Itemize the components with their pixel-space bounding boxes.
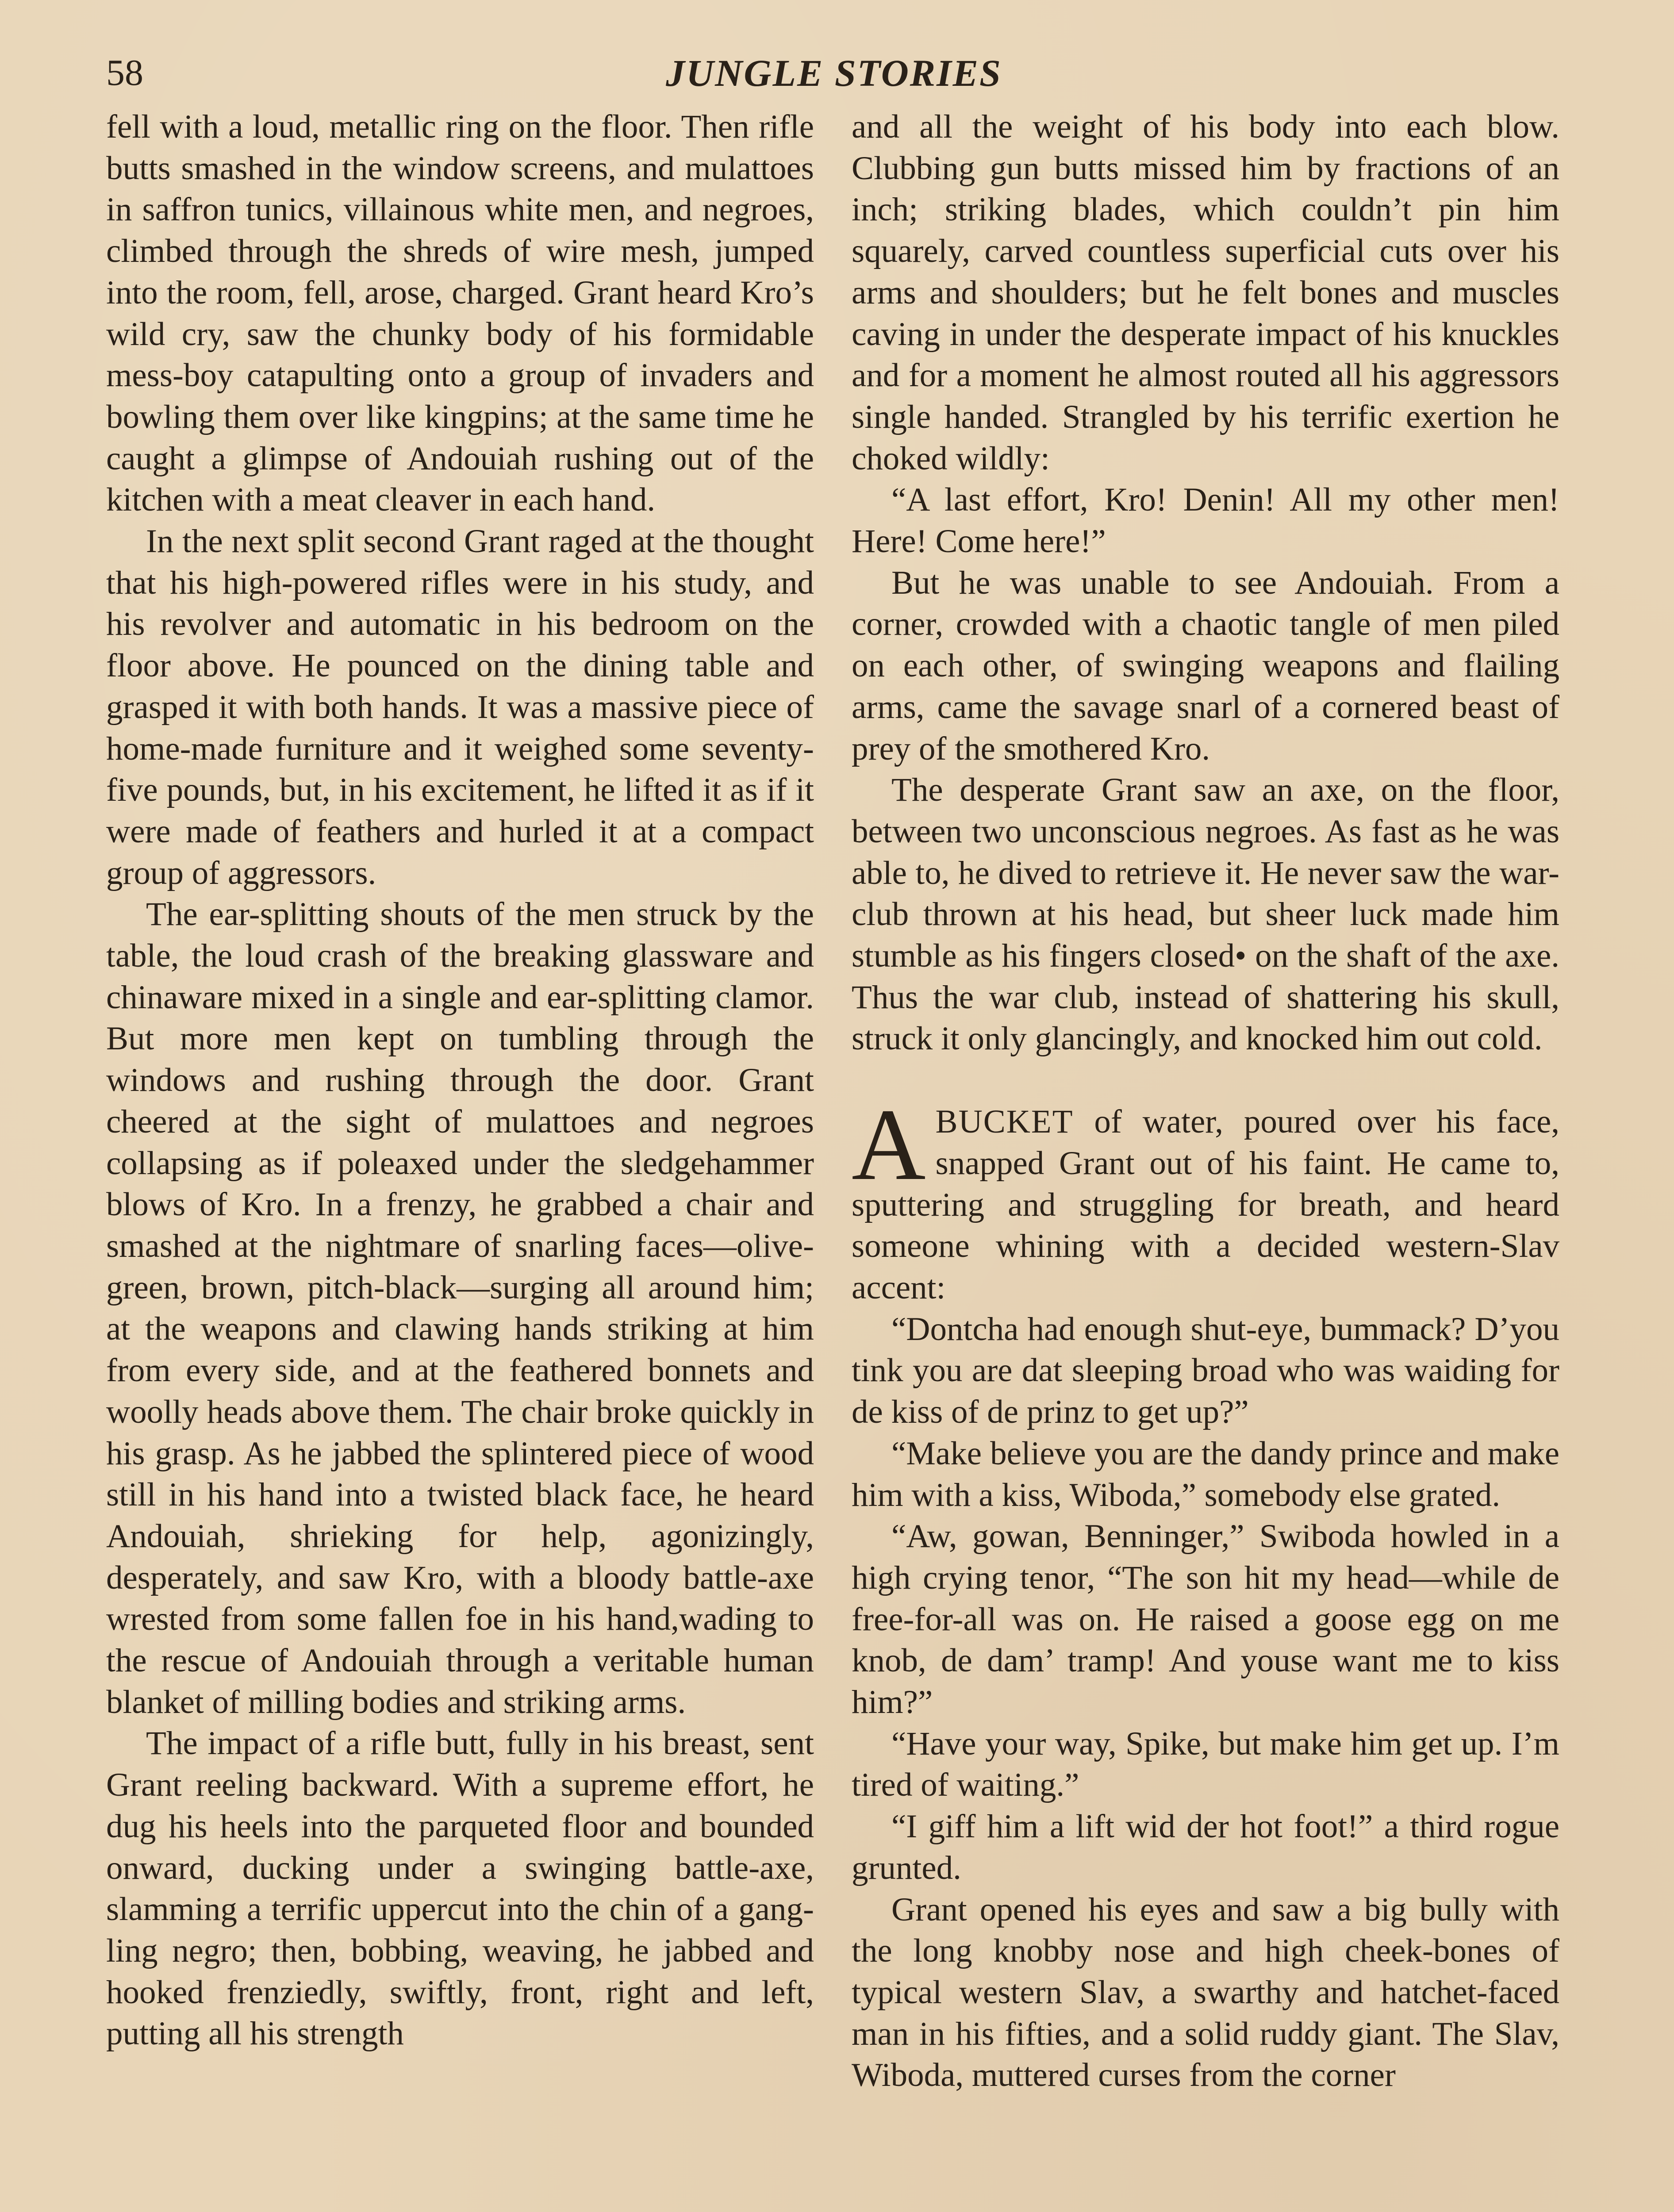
paragraph: “Dontcha had enough shut-eye, bummack? D’you tink you are dat sleeping broad who was waiding for de kiss of de prinz to get up?” [852,1310,1559,1431]
paragraph: The impact of a rifle butt, fully in his breast, sent Grant reeling backward. With a supreme effort, he dug his heels into the parqueted floor and bounded onward, ducking under a swinging battle-axe, slamming a terrific uppercut into the chin of a gangling negro; then, bobbing, weaving, he jabbed and hooked frenziedly, swiftly, front, right and left, putting all his strength [106,1725,814,2052]
dropcap-paragraph [852,1088,1559,1309]
right-column [852,106,1559,2212]
paragraph: and all the weight of his body into each blow. Clubbing gun butts missed him by fractions of an inch; striking blades, which couldn’t pin him squarely, carved countless superficial cuts over his arms and shoulders; but he felt bones and muscles caving in under the desperate impact of his knuckles and for a moment he almost routed all his aggressors single handed. Strangled by his terrific exertion he choked wildly: [852,108,1559,477]
small-caps-lead: BUCKET [935,1103,1074,1141]
paragraph: The desperate Grant saw an axe, on the floor, between two unconscious negroes. As fast as he was able to, he dived to retrieve it. He never saw the war-club thrown at his head, but sheer luck made him stumble as his fingers closed• on the shaft of the axe. Thus the war club, instead of shattering his skull, struck it only glancingly, and knocked him out cold. [852,772,1559,1057]
paragraph: Grant opened his eyes and saw a big bully with the long knobby nose and high cheek-bones of typical western Slav, a swarthy and hatchet-faced man in his fifties, and a solid ruddy giant. The Slav, Wiboda, muttered curses from the corner [852,1891,1559,2094]
paragraph: “I giff him a lift wid der hot foot!” a third rogue grunted. [852,1808,1559,1886]
paragraph: “Have your way, Spike, but make him get up. I’m tired of waiting.” [852,1725,1559,1804]
paragraph: fell with a loud, metallic ring on the floor. Then rifle butts smashed in the window screens, and mulattoes in saffron tunics, villainous white men, and negroes, climbed through the shreds of wire mesh, jumped into the room, fell, arose, charged. Grant heard Kro’s wild cry, saw the chunky body of his formidable mess-boy catapulting onto a group of invaders and bowling them over like kingpins; at the same time he caught a glimpse of Andouiah rushing out of the kitchen with a meat cleaver in each hand. [106,108,814,518]
paragraph: In the next split second Grant raged at the thought that his high-powered rifles were in his study, and his revolver and automatic in his bedroom on the floor above. He pounced on the dining table and grasped it with both hands. It was a massive piece of home-made furniture and it weighed some seventy-five pounds, but, in his excitement, he lifted it as if it were made of feathers and hurled it at a compact group of aggressors. [106,523,814,891]
paragraph: But he was unable to see Andouiah. From a corner, crowded with a chaotic tangle of men piled on each other, of swinging weapons and flailing arms, came the savage snarl of a cornered beast of prey of the smothered Kro. [852,564,1559,767]
section-break [852,1060,1559,1101]
running-title: JUNGLE STORIES [666,52,1002,94]
paragraph: “Aw, gowan, Benninger,” Swiboda howled in a high crying tenor, “The son hit my head—while de free-for-all was on. He raised a goose egg on me knob, de dam’ tramp! And youse want me to kiss him?” [852,1518,1559,1721]
paragraph: “A last effort, Kro! Denin! All my other men! Here! Come here!” [852,481,1559,560]
page-header [106,49,1562,97]
paragraph: “Make believe you are the dandy prince and make him with a kiss, Wiboda,” somebody else grated. [852,1435,1559,1513]
left-column [106,106,814,2212]
paragraph: The ear-splitting shouts of the men struck by the table, the loud crash of the breaking glassware and chinaware mixed in a single and ear-splitting clamor. But more men kept on tumbling through the windows and rushing through the door. Grant cheered at the sight of mulattoes and negroes collapsing as if poleaxed under the sledgehammer blows of Kro. In a frenzy, he grabbed a chair and smashed at the nightmare of snarling faces—olive-green, brown, pitch-black—surging all around him; at the weapons and clawing hands striking at him from every side, and at the feathered bonnets and woolly heads above them. The chair broke quickly in his grasp. As he jabbed the splintered piece of wood still in his hand into a twisted black face, he heard Andouiah, shrieking for help, agonizingly, desperately, and saw Kro, with a bloody battle-axe wrested from some fallen foe in his hand,wading to the rescue of Andouiah through a veritable human blanket of milling bodies and striking arms. [106,896,814,1720]
dropcap-paragraph-text: of water, poured over his face, snapped Grant out of his faint. He came to, sputtering and struggling for breath, and heard someone whining with a decided western-Slav accent: [852,1103,1559,1306]
page-number: 58 [106,52,143,93]
drop-cap: A [852,1088,926,1202]
